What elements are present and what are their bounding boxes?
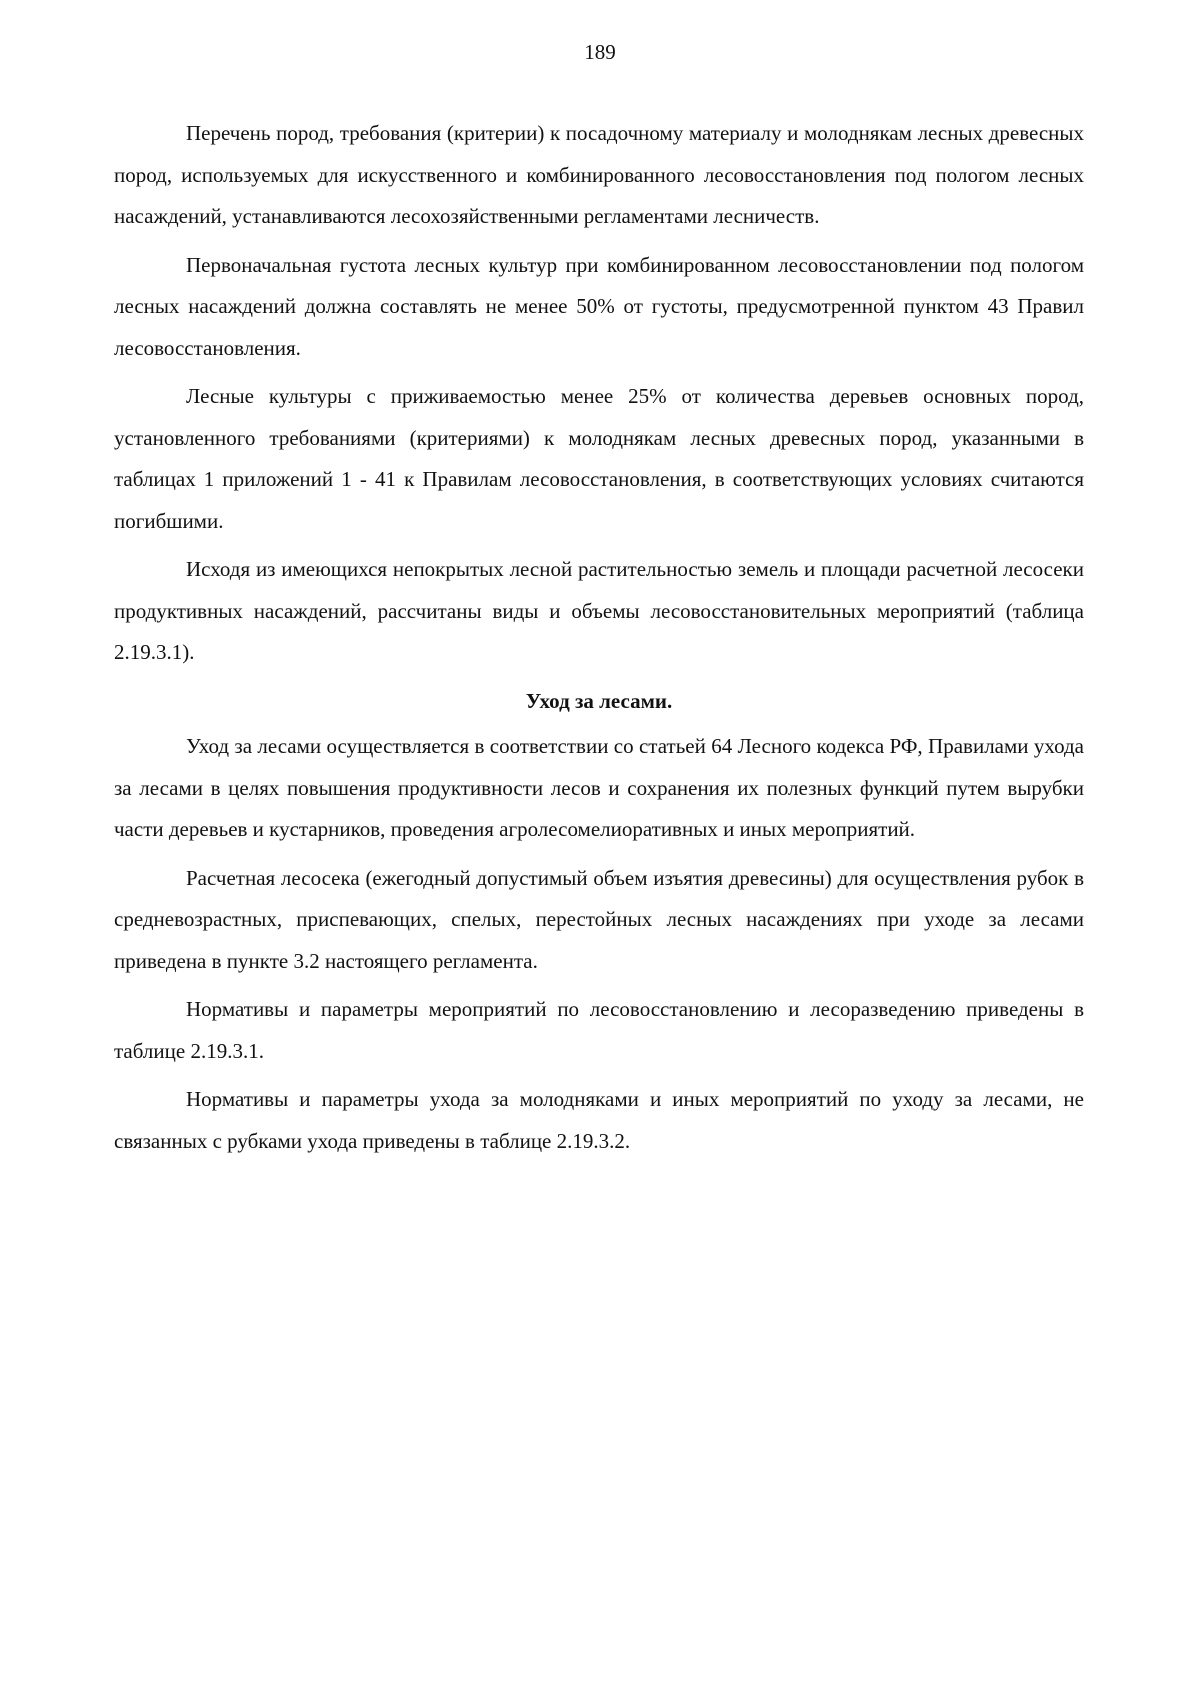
section-heading-forest-care: Уход за лесами. <box>525 688 673 713</box>
paragraph-species-requirements: Перечень пород, требования (критерии) к посадочному материалу и молоднякам лесных древесных пород, используемых для искусственного и комбинированного лесовосстановления под пологом лесных насаждений, устанавливаются лесохозяйственными регламентами лесничеств. <box>114 121 1084 228</box>
page-number: 189 <box>584 40 616 64</box>
paragraph-survival-rate: Лесные культуры с приживаемостью менее 25% от количества деревьев основных пород, установленного требованиями (критериями) к молоднякам лесных древесных пород, указанными в таблицах 1 приложений 1 - 41 к Правилам лесовосстановления, в соответствующих условиях считаются погибшими. <box>114 384 1084 533</box>
paragraph-initial-density: Первоначальная густота лесных культур при комбинированном лесовосстановлении под пологом лесных насаждений должна составлять не менее 50% от густоты, предусмотренной пунктом 43 Правил лесовосстановления. <box>114 252 1084 360</box>
paragraph-young-stand-care: Нормативы и параметры ухода за молодняками и иных мероприятий по уходу за лесами, не связанных с рубками ухода приведены в таблице 2.19.3.2. <box>114 1087 1084 1153</box>
paragraph-allowable-cut: Расчетная лесосека (ежегодный допустимый объем изъятия древесины) для осуществления рубок в средневозрастных, приспевающих, спелых, перестойных лесных насаждениях при уходе за лесами приведена в пункте 3.2 настоящего регламента. <box>114 865 1084 973</box>
paragraph-reforestation-volumes: Исходя из имеющихся непокрытых лесной растительностью земель и площади расчетной лесосеки продуктивных насаждений, рассчитаны виды и объемы лесовосстановительных мероприятий (таблица 2.19.3.1). <box>114 557 1084 664</box>
paragraph-forest-care-basis: Уход за лесами осуществляется в соответствии со статьей 64 Лесного кодекса РФ, Правилами ухода за лесами в целях повышения продуктивности лесов и сохранения их полезных функций путем вырубки части деревьев и кустарников, проведения агролесомелиоративных и иных мероприятий. <box>114 734 1084 841</box>
document-body <box>114 113 1084 1169</box>
paragraph-reforestation-norms: Нормативы и параметры мероприятий по лесовосстановлению и лесоразведению приведены в таблице 2.19.3.1. <box>114 997 1084 1063</box>
